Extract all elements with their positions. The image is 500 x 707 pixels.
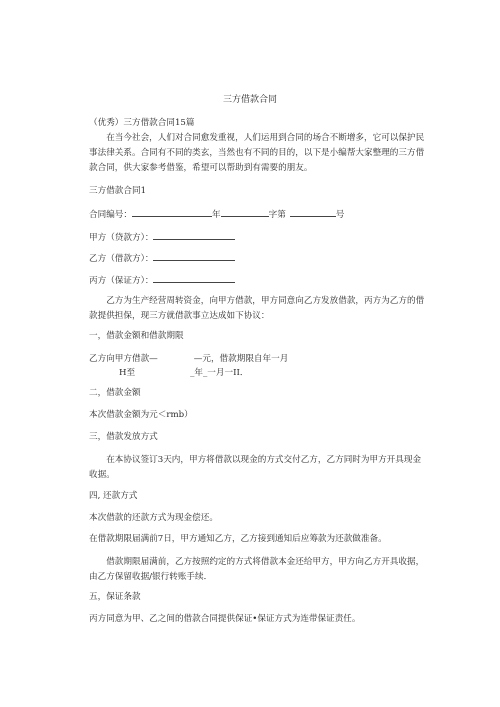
section-5-heading: 五，保证条款 (89, 592, 141, 602)
party-b-blank (153, 251, 235, 261)
contract-zi-blank (290, 207, 336, 217)
contract-number-line (89, 207, 429, 222)
section-2-heading: 二，借款金额 (89, 388, 141, 398)
loan-term-text-b: _年_一月一II． (190, 368, 249, 378)
intro-paragraph: 在当今社会，人们对合同愈发重视，人们运用到合同的场合不断增多，它可以保护民事法律关系。合同有不同的类玄，当然也有不同的目的，以下是小编帮大家整理的三方借款合同，供大家参考借鉴，希望可以帮助到有需要的朋友。 (89, 133, 425, 173)
document-title: 三方借款合同 (222, 95, 277, 105)
party-c-line (89, 273, 429, 288)
section-2-body: 本次借款金额为元＜rmb） (89, 410, 193, 420)
party-c-blank (153, 273, 235, 283)
section-3-body: 在本协议签订3天内，甲方将借款以现金的方式交付乙方，乙方同时为甲方开具现金收据。 (89, 455, 422, 480)
preamble-paragraph: 乙方为生产经营周转资金，向甲方借款，甲方同意向乙方发放借款，丙方为乙方的借款提供担保，现三方就借款事立达成如下协议： (89, 296, 425, 321)
contract-number-zi: 字第 (268, 210, 286, 220)
party-a-label: 甲方（贷款方）： (89, 233, 154, 243)
section-3-heading: 三，借款发放方式 (89, 432, 158, 442)
party-a-blank (153, 230, 235, 240)
party-b-label: 乙方（借款方）： (89, 254, 154, 264)
loan-term-text-a: H至 (119, 368, 136, 378)
party-c-label: 丙方（保证方）： (89, 276, 154, 286)
party-a-line (89, 230, 429, 245)
section-5-body: 丙方同意为甲、乙之间的借款合同提供保证•保证方式为连带保证责任。 (89, 614, 361, 624)
loan-amount-text-b: —元，借款期限自年一月 (193, 354, 289, 364)
loan-amount-text-a: 乙方向甲方借款— (89, 354, 158, 364)
contract-number-year: 年 (211, 210, 221, 220)
section-1-line-1 (89, 353, 429, 366)
contract-number-hao: 号 (335, 210, 345, 220)
document-subtitle: （优秀）三方借款合同15篇 (89, 118, 195, 128)
contract-number-blank (132, 207, 212, 217)
section-1-heading: 一，借款金额和借款期限 (89, 331, 184, 341)
section-4-heading: 四, 还款方式 (89, 491, 138, 501)
section-4-body-2: 在借款期限届满前7日，甲方通知乙方，乙方接到通知后应筹款为还款做准备。 (89, 534, 387, 544)
section-4-body-1: 本次借款的还款方式为现金偿还。 (89, 513, 218, 523)
contract-heading: 三方借款合同1 (89, 186, 147, 196)
section-4-body-3: 借款期限届满前，乙方按照约定的方式将借款本金还给甲方，甲方向乙方开具收据，由乙方保留收据/银行转账手续． (89, 557, 425, 582)
party-b-line (89, 251, 429, 266)
contract-year-blank (221, 207, 269, 217)
contract-number-label: 合同编号： (89, 210, 132, 220)
section-1-line-2 (119, 367, 459, 380)
